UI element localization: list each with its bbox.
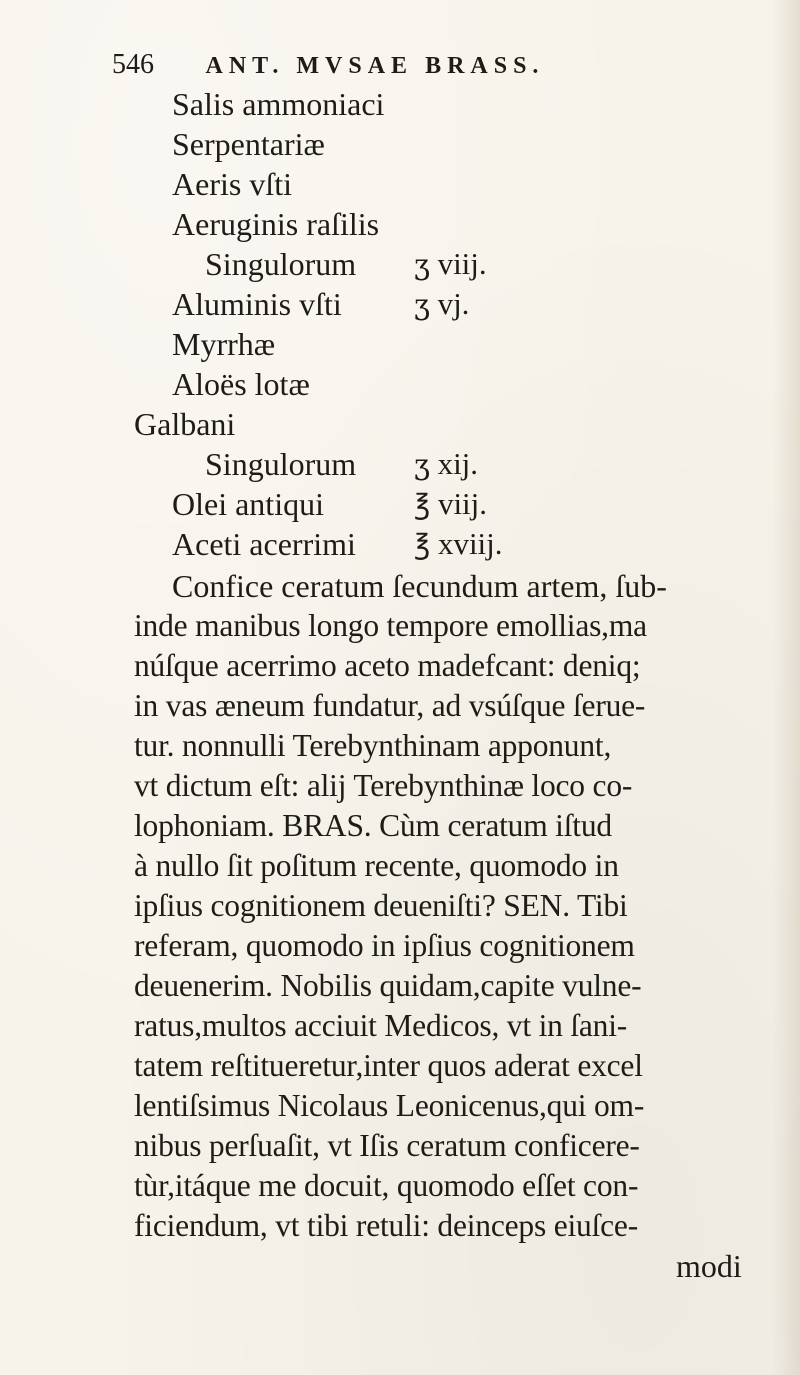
recipe-line: Serpentariæ [172,126,325,162]
body-line: lophoniam. BRAS. Cùm ceratum iſtud [134,808,612,843]
body-line: lentiſsimus Nicolaus Leonicenus,qui om- [134,1088,645,1123]
recipe-dose [414,484,487,524]
recipe-line: Aeris vſti [172,166,292,202]
recipe-dose [414,284,469,324]
recipe-line: Olei antiqui [172,486,324,522]
drachm-symbol: ʒ [414,288,430,321]
body-line: nibus perſuaſit, vt Iſis ceratum conficere- [134,1128,640,1163]
recipe-line: Myrrhæ [172,326,276,362]
recipe-line: Singulorum [205,446,357,482]
body-line: tùr,itáque me docuit, quomodo eſſet con- [134,1168,639,1203]
recipe-line: Aluminis vſti [172,286,342,322]
recipe-amount: viij. [437,246,487,281]
body-line: ipſius cognitionem deueniſti? SEN. Tibi [134,888,628,923]
ounce-symbol: ℥ [414,488,431,521]
body-line: deuenerim. Nobilis quidam,capite vulne- [134,968,642,1003]
body-line: ratus,multos acciuit Medicos, vt in ſani- [134,1008,628,1043]
body-line: ficiendum, vt tibi retuli: deinceps eiuſce- [134,1208,638,1243]
recipe-dose [414,524,503,564]
recipe-dose [414,444,478,484]
recipe-line: Salis ammoniaci [172,86,385,122]
recipe-amount: vj. [437,286,470,321]
body-line: inde manibus longo tempore emollias,ma [134,608,647,643]
drachm-symbol: ʒ [414,248,430,281]
recipe-amount: xij. [437,446,479,481]
recipe-line: Singulorum [205,246,357,282]
body-line: à nullo ſit poſitum recente, quomodo in [134,848,619,883]
recipe-amount: viij. [437,486,488,521]
recipe-line: Aloës lotæ [172,366,310,402]
recipe-line: Galbani [134,406,236,442]
recipe-amount: xviij. [437,526,503,561]
drachm-symbol: ʒ [414,448,430,481]
ounce-symbol: ℥ [414,528,431,561]
body-line: tur. nonnulli Terebynthinam apponunt, [134,728,612,763]
page-edge-shadow [772,0,800,1375]
body-line: in vas æneum fundatur, ad vsúſque ſerue- [134,688,646,723]
recipe-line: Aeruginis raſilis [172,206,380,242]
body-line: referam, quomodo in ipſius cognitionem [134,928,635,963]
catchword: modi [676,1248,742,1284]
recipe-dose [414,244,487,284]
body-line: vt dictum eſt: alij Terebynthinæ loco co- [134,768,633,803]
recipe-line: Aceti acerrimi [172,526,356,562]
running-title: ANT. MVSAE BRASS. [205,53,545,79]
body-line: Confice ceratum ſecundum artem, ſub- [172,568,667,604]
running-head [112,44,672,84]
page-number: 546 [112,49,154,80]
body-line: núſque acerrimo aceto madefcant: deniq; [134,648,641,683]
body-line: tatem reſtitueretur,inter quos aderat excel [134,1048,643,1083]
